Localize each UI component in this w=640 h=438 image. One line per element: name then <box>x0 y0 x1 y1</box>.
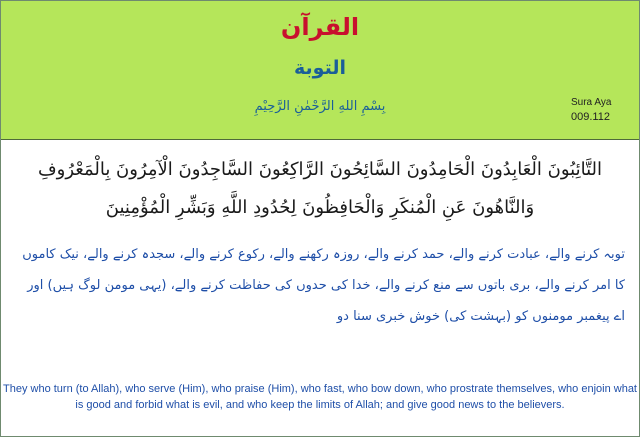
arabic-verse-text: التَّائِبُونَ الْعَابِدُونَ الْحَامِدُونَ السَّائِحُونَ الرَّاكِعُونَ السَّاجِدُونَ الْآمِرُونَ بِالْمَعْرُوفِ وَالنَّاهُونَ عَنِ الْمُنكَرِ وَالْحَافِظُونَ لِحُدُودِ اللَّهِ وَبَشِّرِ الْمُؤْمِنِينَ <box>37 159 602 218</box>
sura-aya-label: Sura Aya <box>571 97 612 108</box>
header-banner <box>1 1 639 140</box>
english-translation: They who turn (to Allah), who serve (Him), who praise (Him), who fast, who bow down, who prostrate themselves, who enjoin what is good and forbid what is evil, and who keep the limits of Allah; and give good news to the believers. <box>3 383 637 411</box>
surah-name: التوبة <box>294 57 346 79</box>
quran-title: القرآن <box>280 13 360 41</box>
urdu-translation: توبہ کرنے والے، عبادت کرنے والے، حمد کرنے والے، روزہ رکھنے والے، رکوع کرنے والے، سجدہ کرنے والے، نیک کاموں کا امر کرنے والے، بری باتوں سے منع کرنے والے، خدا کی حدوں کی حفاظت کرنے والے، (یہی مومن لوگ ہیں) اور اے پیغمبر مومنوں کو (بہشت کی) خوش خبری سنا دو <box>22 247 625 324</box>
bismillah-text: بِسْمِ اللهِ الرَّحْمٰنِ الرَّحِيْمِ <box>254 99 386 114</box>
sura-aya-number: 009.112 <box>571 111 610 123</box>
